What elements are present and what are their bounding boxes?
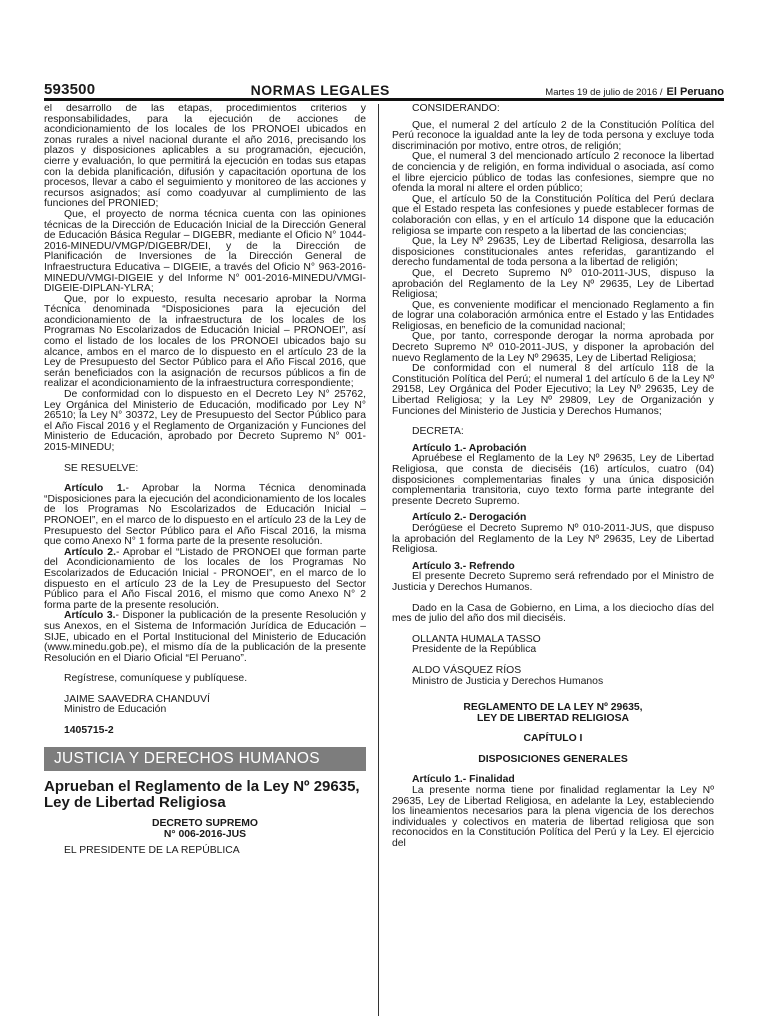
left-column [44,104,366,1016]
page-number: 593500 [44,81,96,98]
paragraph: Que, la Ley Nº 29635, Ley de Libertad Religiosa, desarrolla las disposiciones constitucionales antes referidas, garantizando el derecho fundamental de toda persona a la libertad de religión; [392,236,714,269]
article-3-title: Artículo 3.- Refrendo [412,560,515,572]
considerando-heading: CONSIDERANDO: [412,104,500,114]
regulation-title-line-2: LEY DE LIBERTAD RELIGIOSA [476,712,630,724]
article-2 [44,548,366,612]
paragraph: Que, el proyecto de norma técnica cuenta con las opiniones técnicas de la Dirección de Educación Inicial de la Dirección General de Educación Básica Regular – DIGEBR, mediante el Oficio N° 1044-2016-MINEDU/VMGP/DIGEBR/DEI, y de la Dirección de Planificación de Inversiones de la Dirección General de Infraestructura Educativa – DIGEIE, a través del Oficio N° 963-2016-MINEDU/VMGI-DIGEIE y del Informe N° 001-2016-MINEDU/VMGI-DIGEIE-DIPLAN-YLRA; [44,208,366,295]
publication-date: Martes 19 de julio de 2016 / [545,87,663,98]
finality-article-title: Artículo 1.- Finalidad [412,774,515,786]
article-3-text: El presente Decreto Supremo será refrendado por el Ministro de Justicia y Derechos Humanos. [392,571,714,593]
article-2-heading: Artículo 2. [64,546,116,558]
paragraph: Que, el artículo 50 de la Constitución Política del Perú declara que el Estado respeta las confesiones y puede establecer formas de colaboración con ellas, y en el artículo 14 dispone que la educación religiosa se imparte con respeto a la libertad de las conciencias; [392,193,714,237]
column-divider [378,104,379,1016]
section-banner: JUSTICIA Y DERECHOS HUMANOS [44,747,366,772]
paragraph: De conformidad con lo dispuesto en el Decreto Ley N° 25762, Ley Orgánica del Ministerio de Educación, modificado por Ley N° 26510; la Ley N° 30372, Ley de Presupuesto del Sector Público para el Año Fiscal 2016 y el Reglamento de Organización y Funciones del Ministerio de Educación, aprobado por Decreto Supremo N° 001-2015-MINEDU; [44,389,366,453]
article-3-text: - Disponer la publicación de la presente Resolución y sus Anexos, en el Sistema de Información Jurídica de Educación – SIJE, ubicado en el Portal Institucional del Ministerio de Educación (www.minedu.gob.pe), el mismo día de la publicación de la presente Resolución en el Diario Oficial “El Peruano”. [44,610,366,664]
article-1-title: Artículo 1.- Aprobación [412,442,527,454]
article-2-text: - Aprobar el “Listado de PRONOEI que forman parte del Acondicionamiento de los locales de los Programas No Escolarizados de Educación Inicial - PRONOEI”, en el marco de lo dispuesto en el artículo 23 de la Ley de Presupuesto del Sector Público para el Año Fiscal 2016, el mismo que como Anexo N° 2 forma parte de la presente resolución. [44,546,366,611]
decree-authority: EL PRESIDENTE DE LA REPÚBLICA [64,845,240,857]
chapter-title: DISPOSICIONES GENERALES [478,753,628,765]
article-2-title: Artículo 2.- Derogación [412,512,527,524]
article-3 [44,611,366,664]
decree-headline: Aprueban el Reglamento de la Ley Nº 29635, Ley de Libertad Religiosa [44,778,360,812]
signatory-2-role: Ministro de Justicia y Derechos Humanos [412,675,604,687]
article-1-text: - Aprobar la Norma Técnica denominada “Disposiciones para la ejecución del acondicionamiento de los locales de los Programas No Escolarizados de Educación Inicial – PRONOEI”, en el marco de lo dispuesto en el artículo 23 de la Ley de Presupuesto del Sector Público para el Año Fiscal 2016, la misma que como Anexo N° 1 forma parte de la presente resolución. [44,483,366,548]
given-at-statement: Dado en la Casa de Gobierno, en Lima, a los dieciocho días del mes de julio del año dos mil dieciséis. [392,602,714,625]
chapter-heading: CAPÍTULO I [523,733,583,745]
article-2-text: Derógüese el Decreto Supremo Nº 010-2011-JUS, que dispuso la aprobación del Reglamento de la Ley Nº 29635, Ley de Libertad Religiosa. [392,522,714,556]
signatory-2-name: ALDO VÁSQUEZ RÍOS [412,664,522,676]
closing-formula: Regístrese, comuníquese y publíquese. [64,673,248,685]
finality-article-text: La presente norma tiene por finalidad reglamentar la Ley Nº 29635, Ley de Libertad Religiosa, en adelante la Ley, estableciendo los lineamientos necesarios para la plena vigencia de los derechos individuales y colectivos en materia de libertad religiosa que son reconocidos en la Constitución Política del Perú y la Ley. El ejercicio del [392,785,714,850]
signatory-1-name: OLLANTA HUMALA TASSO [412,633,541,645]
decreta-heading: DECRETA: [412,426,464,438]
article-1-text: Apruébese el Reglamento de la Ley Nº 29635, Ley de Libertad Religiosa, que consta de dieciséis (16) artículos, cuatro (04) disposiciones complementarias finales y una única disposición complementaria transitoria, cuyo texto forma parte integrante del presente Decreto Supremo. [392,453,714,507]
paragraph: Que, el numeral 2 del artículo 2 de la Constitución Política del Perú reconoce la igualdad ante la ley de toda persona y excluye toda discriminación por motivo, entre otros, de religión; [392,119,714,152]
se-resuelve-heading: SE RESUELVE: [64,462,139,474]
article-1 [44,484,366,548]
paragraph: Que, es conveniente modificar el mencionado Reglamento a fin de lograr una colaboración armónica entre el Estado y las Entidades Religiosas, en beneficio de la comunidad nacional; [392,299,714,332]
article-3-heading: Artículo 3. [64,610,116,622]
right-column [392,104,714,1016]
article-1-heading: Artículo 1. [64,483,126,495]
paragraph: Que, por tanto, corresponde derogar la norma aprobada por Decreto Supremo Nº 010-2011-JUS, y disponer la aprobación del nuevo Reglamento de la Ley Nº 29635, Ley de Libertad Religiosa; [392,331,714,364]
signatory-name: JAIME SAAVEDRA CHANDUVÍ [64,693,210,705]
publication-info [545,86,724,98]
signatory-1-role: Presidente de la República [412,644,537,656]
regulation-title-line-1: REGLAMENTO DE LA LEY Nº 29635, [463,702,643,714]
paragraph: Que, el numeral 3 del mencionado artículo 2 reconoce la libertad de conciencia y de religión, en forma individual o asociada, así como el libre ejercicio público de todas las confesiones, siempre que no ofenda la moral ni altere el orden público; [392,151,714,195]
section-title: NORMAS LEGALES [250,82,390,98]
paragraph: el desarrollo de las etapas, procedimientos criterios y responsabilidades, para la ejecución de acciones de acondicionamiento de los locales de los PRONOEI ubicados en zonas rurales a nivel nacional durante el año 2016, precisando los plazos y disposiciones aplicables a su programación, ejecución, cierre y evaluación, lo que permitirá la ejecución en todas sus etapas con la debida planificación, difusión y capacitación oportuna de los procesos, llevar a cabo el seguimiento y monitoreo de las acciones y recursos asignados; así como coadyuvar al cumplimiento de las funciones del PRONIED; [44,104,366,210]
paragraph: Que, el Decreto Supremo Nº 010-2011-JUS, dispuso la aprobación del Reglamento de la Ley Nº 29635, Ley de Libertad Religiosa; [392,267,714,301]
decree-number: N° 006-2016-JUS [163,828,247,840]
paragraph: De conformidad con el numeral 8 del artículo 118 de la Constitución Política del Perú; el numeral 1 del artículo 6 de la Ley Nº 29158, Ley Orgánica del Poder Ejecutivo; la Ley Nº 29635, Ley de Libertad Religiosa; y la Ley Nº 29809, Ley de Organización y Funciones del Ministerio de Justicia y Derechos Humanos; [392,363,714,417]
paragraph: Que, por lo expuesto, resulta necesario aprobar la Norma Técnica denominada “Disposiciones para la ejecución del acondicionamiento de la infraestructura de los locales de los Programas No Escolarizados de Educación Inicial – PRONOEI”, así como el listado de los locales de los PRONOEI ubicados bajo su alcance, ambos en el marco de lo dispuesto en el artículo 23 de la Ley de Presupuesto del Sector Público para el Año Fiscal 2016, que serán beneficiados con la asignación de recursos públicos a fin de realizar el acondicionamiento de la infraestructura correspondiente; [44,293,366,390]
decree-type: DECRETO SUPREMO [151,818,259,830]
page-header [44,78,724,101]
publication-name: El Peruano [666,86,724,98]
signatory-role: Ministro de Educación [64,704,167,716]
reference-number: 1405715-2 [64,725,114,737]
